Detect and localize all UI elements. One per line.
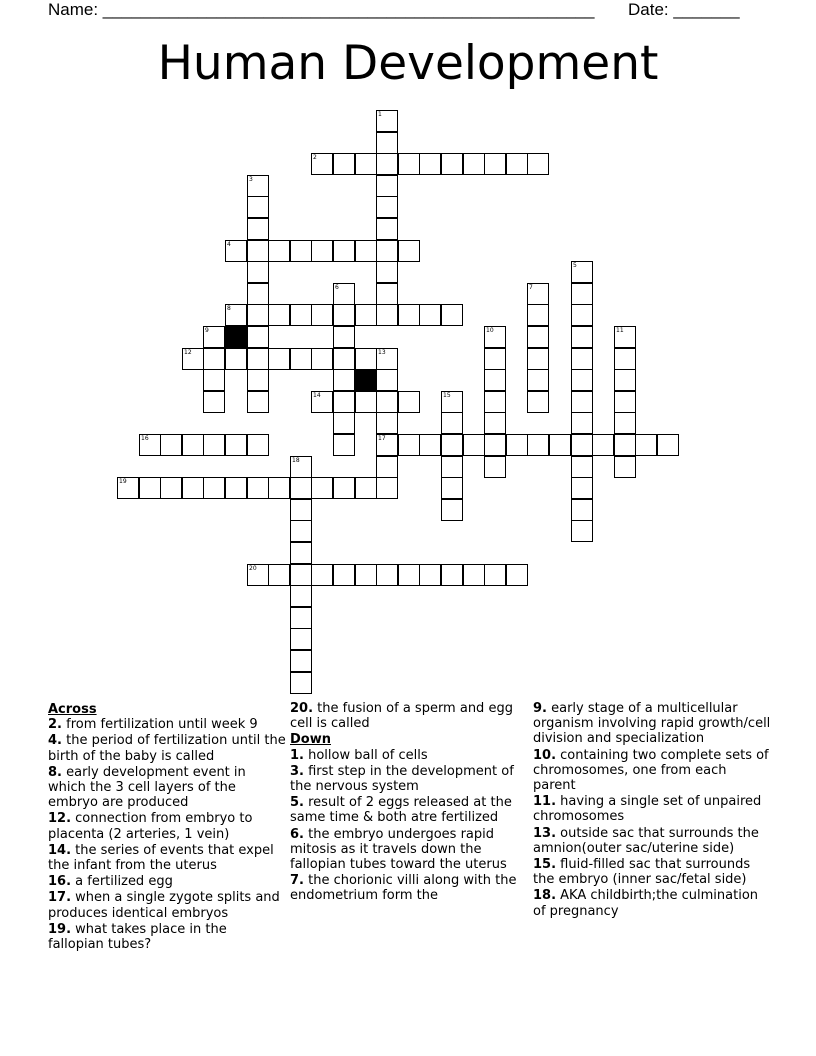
clue-item-number: 6. [290, 826, 304, 842]
grid-cell[interactable] [657, 434, 679, 456]
clue-item-text: outside sac that surrounds the amnion(outer sac/uterine side) [533, 825, 759, 856]
grid-cell[interactable] [614, 391, 636, 413]
grid-cell[interactable] [311, 391, 333, 413]
grid-cell[interactable] [527, 283, 549, 305]
grid-cell[interactable] [571, 412, 593, 434]
grid-cell[interactable] [571, 477, 593, 499]
grid-cell[interactable] [290, 348, 312, 370]
grid-cell[interactable] [463, 153, 485, 175]
grid-cell[interactable] [333, 283, 355, 305]
grid-cell[interactable] [333, 304, 355, 326]
clue-item-number: 12. [48, 811, 72, 827]
grid-cell[interactable] [333, 240, 355, 262]
grid-cell[interactable] [614, 434, 636, 456]
grid-cell[interactable] [441, 304, 463, 326]
grid-cell[interactable] [203, 477, 225, 499]
grid-cell[interactable] [117, 477, 139, 499]
grid-cell[interactable] [268, 348, 290, 370]
clue-item-text: connection from embryo to placenta (2 arteries, 1 vein) [48, 811, 253, 842]
grid-cell[interactable] [333, 434, 355, 456]
down-heading: Down [290, 732, 331, 748]
clue-number: 14 [313, 392, 321, 399]
clue-item-number: 7. [290, 873, 304, 889]
grid-cell[interactable] [571, 434, 593, 456]
page-title: Human Development [157, 36, 659, 91]
clue-item [533, 857, 771, 887]
grid-cell[interactable] [527, 434, 549, 456]
grid-cell[interactable] [355, 304, 377, 326]
grid-cell[interactable] [139, 434, 161, 456]
grid-cell[interactable] [247, 175, 269, 197]
grid-cell[interactable] [311, 348, 333, 370]
grid-cell[interactable] [571, 348, 593, 370]
clue-item [48, 733, 286, 763]
across-clue-list-continued [290, 701, 528, 731]
grid-cell[interactable] [571, 261, 593, 283]
clue-item [48, 922, 286, 952]
grid-cell[interactable] [333, 153, 355, 175]
grid-cell[interactable] [333, 369, 355, 391]
grid-cell[interactable] [247, 218, 269, 240]
grid-cell[interactable] [355, 153, 377, 175]
grid-cell[interactable] [290, 240, 312, 262]
grid-cell[interactable] [333, 391, 355, 413]
grid-cell[interactable] [571, 369, 593, 391]
grid-cell[interactable] [247, 304, 269, 326]
clue-item-text: the fusion of a sperm and egg cell is called [290, 701, 513, 732]
grid-cell[interactable] [355, 564, 377, 586]
grid-cell[interactable] [376, 175, 398, 197]
grid-cell[interactable] [376, 434, 398, 456]
name-field-label[interactable]: Name: ____________________________________________________ [48, 0, 595, 19]
clues-column-3 [533, 701, 771, 920]
grid-cell[interactable] [441, 456, 463, 478]
grid-cell[interactable] [571, 391, 593, 413]
grid-cell[interactable] [571, 304, 593, 326]
clue-number: 5 [573, 262, 577, 269]
grid-cell[interactable] [376, 477, 398, 499]
clue-item-number: 14. [48, 842, 72, 858]
clue-item-text: early development event in which the 3 cell layers of the embryo are produced [48, 764, 246, 811]
grid-block-cell [225, 326, 247, 348]
clue-number: 10 [486, 327, 494, 334]
grid-cell[interactable] [419, 564, 441, 586]
clue-item [48, 811, 286, 841]
grid-cell[interactable] [571, 283, 593, 305]
grid-cell[interactable] [333, 412, 355, 434]
clue-item-number: 13. [533, 825, 557, 841]
grid-cell[interactable] [484, 153, 506, 175]
clue-item-text: the chorionic villi along with the endometrium form the [290, 873, 517, 904]
grid-cell[interactable] [355, 477, 377, 499]
clue-number: 11 [616, 327, 624, 334]
grid-cell[interactable] [290, 650, 312, 672]
grid-cell[interactable] [333, 564, 355, 586]
grid-cell[interactable] [290, 564, 312, 586]
down-clue-list-continued [533, 701, 771, 919]
clue-item-number: 17. [48, 890, 72, 906]
grid-cell[interactable] [290, 628, 312, 650]
grid-cell[interactable] [614, 348, 636, 370]
clue-item [290, 873, 528, 903]
clue-item-number: 2. [48, 717, 62, 733]
grid-cell[interactable] [311, 153, 333, 175]
grid-cell[interactable] [247, 564, 269, 586]
grid-cell[interactable] [376, 153, 398, 175]
grid-cell[interactable] [268, 564, 290, 586]
clue-number: 1 [378, 111, 382, 118]
clue-item-text: the embryo undergoes rapid mitosis as it travels down the fallopian tubes toward the uterus [290, 826, 507, 873]
grid-cell[interactable] [268, 477, 290, 499]
grid-cell[interactable] [463, 564, 485, 586]
clue-item [290, 748, 528, 763]
clue-item-number: 15. [533, 857, 557, 873]
clue-item-text: having a single set of unpaired chromosomes [533, 794, 762, 825]
grid-cell[interactable] [592, 434, 614, 456]
clue-item-number: 18. [533, 888, 557, 904]
grid-cell[interactable] [182, 348, 204, 370]
clue-item-number: 19. [48, 921, 72, 937]
grid-cell[interactable] [376, 218, 398, 240]
grid-cell[interactable] [484, 564, 506, 586]
grid-cell[interactable] [225, 477, 247, 499]
clue-item-text: early stage of a multicellular organism involving rapid growth/cell division and specialization [533, 701, 771, 747]
grid-cell[interactable] [635, 434, 657, 456]
clue-item-text: from fertilization until week 9 [61, 717, 258, 733]
grid-cell[interactable] [203, 369, 225, 391]
clue-item [48, 717, 286, 732]
grid-cell[interactable] [247, 391, 269, 413]
grid-cell[interactable] [441, 499, 463, 521]
grid-cell[interactable] [571, 520, 593, 542]
grid-cell[interactable] [247, 326, 269, 348]
grid-cell[interactable] [247, 369, 269, 391]
grid-cell[interactable] [398, 240, 420, 262]
clue-item-number: 10. [533, 747, 557, 763]
clue-number: 6 [335, 284, 339, 291]
grid-cell[interactable] [527, 153, 549, 175]
grid-cell[interactable] [268, 304, 290, 326]
clue-item-text: hollow ball of cells [303, 747, 428, 763]
grid-cell[interactable] [441, 153, 463, 175]
clue-item [533, 794, 771, 824]
clue-number: 7 [529, 284, 533, 291]
grid-cell[interactable] [376, 369, 398, 391]
grid-cell[interactable] [268, 240, 290, 262]
clue-item-text: AKA childbirth;the culmination of pregnancy [533, 888, 759, 919]
clue-number: 12 [184, 349, 192, 356]
grid-cell[interactable] [398, 564, 420, 586]
grid-cell[interactable] [376, 391, 398, 413]
grid-cell[interactable] [203, 326, 225, 348]
grid-cell[interactable] [290, 477, 312, 499]
grid-cell[interactable] [247, 261, 269, 283]
clue-item [290, 764, 528, 794]
grid-cell[interactable] [290, 585, 312, 607]
clue-item-number: 1. [290, 747, 304, 763]
grid-cell[interactable] [463, 434, 485, 456]
clue-item-number: 11. [533, 794, 557, 810]
grid-cell[interactable] [333, 348, 355, 370]
clue-number: 2 [313, 154, 317, 161]
grid-cell[interactable] [614, 326, 636, 348]
grid-cell[interactable] [203, 434, 225, 456]
grid-cell[interactable] [484, 456, 506, 478]
clue-item-text: containing two complete sets of chromosomes, one from each parent [533, 747, 769, 794]
clue-item [290, 701, 528, 731]
grid-cell[interactable] [549, 434, 571, 456]
grid-cell[interactable] [247, 196, 269, 218]
clue-item [290, 795, 528, 825]
grid-cell[interactable] [419, 304, 441, 326]
grid-cell[interactable] [139, 477, 161, 499]
clue-number: 3 [249, 176, 253, 183]
clue-number: 20 [249, 565, 257, 572]
grid-cell[interactable] [225, 434, 247, 456]
grid-cell[interactable] [290, 499, 312, 521]
grid-cell[interactable] [484, 348, 506, 370]
grid-cell[interactable] [376, 132, 398, 154]
grid-cell[interactable] [527, 326, 549, 348]
grid-cell[interactable] [506, 153, 528, 175]
clue-item-text: fluid-filled sac that surrounds the embryo (inner sac/fetal side) [533, 857, 751, 888]
grid-cell[interactable] [290, 304, 312, 326]
grid-cell[interactable] [376, 110, 398, 132]
clue-number: 18 [292, 457, 300, 464]
grid-cell[interactable] [441, 564, 463, 586]
grid-block-cell [355, 369, 377, 391]
clue-item-number: 8. [48, 764, 62, 780]
grid-cell[interactable] [355, 391, 377, 413]
grid-cell[interactable] [441, 391, 463, 413]
clues-column-2 [290, 701, 528, 905]
clue-item [48, 890, 286, 920]
grid-cell[interactable] [355, 240, 377, 262]
grid-cell[interactable] [441, 477, 463, 499]
grid-cell[interactable] [376, 456, 398, 478]
grid-cell[interactable] [311, 477, 333, 499]
clue-item-text: the series of events that expel the infant from the uterus [48, 842, 274, 874]
grid-cell[interactable] [225, 348, 247, 370]
clue-number: 17 [378, 435, 386, 442]
grid-cell[interactable] [398, 304, 420, 326]
grid-cell[interactable] [484, 391, 506, 413]
grid-cell[interactable] [419, 434, 441, 456]
grid-cell[interactable] [614, 456, 636, 478]
grid-cell[interactable] [571, 499, 593, 521]
grid-cell[interactable] [247, 283, 269, 305]
grid-cell[interactable] [225, 304, 247, 326]
grid-cell[interactable] [160, 434, 182, 456]
grid-cell[interactable] [225, 240, 247, 262]
grid-cell[interactable] [355, 348, 377, 370]
date-field-label[interactable]: Date: _______ [628, 0, 740, 19]
clue-number: 19 [119, 478, 127, 485]
grid-cell[interactable] [182, 434, 204, 456]
grid-cell[interactable] [527, 391, 549, 413]
clue-item [533, 888, 771, 918]
across-heading: Across [48, 702, 97, 717]
clue-item-text: result of 2 eggs released at the same time & both atre fertilized [290, 795, 512, 826]
grid-cell[interactable] [571, 456, 593, 478]
clue-number: 13 [378, 349, 386, 356]
clue-number: 4 [227, 241, 231, 248]
clue-item-number: 5. [290, 795, 304, 811]
grid-cell[interactable] [484, 326, 506, 348]
grid-cell[interactable] [290, 520, 312, 542]
grid-cell[interactable] [441, 412, 463, 434]
grid-cell[interactable] [398, 434, 420, 456]
grid-cell[interactable] [484, 369, 506, 391]
grid-cell[interactable] [614, 412, 636, 434]
grid-cell[interactable] [333, 477, 355, 499]
clue-item-text: first step in the development of the nervous system [290, 763, 514, 795]
grid-cell[interactable] [247, 348, 269, 370]
grid-cell[interactable] [376, 261, 398, 283]
clue-item-text: the period of fertilization until the birth of the baby is called [48, 733, 286, 764]
grid-cell[interactable] [376, 348, 398, 370]
grid-cell[interactable] [614, 369, 636, 391]
clue-item-text: what takes place in the fallopian tubes? [48, 921, 227, 953]
clue-item [533, 826, 771, 856]
clue-item [290, 827, 528, 873]
down-clue-list [290, 748, 528, 904]
clue-item-text: when a single zygote splits and produces identical embryos [48, 890, 280, 921]
grid-cell[interactable] [290, 607, 312, 629]
clue-item-text: a fertilized egg [71, 874, 173, 890]
clue-number: 9 [205, 327, 209, 334]
grid-cell[interactable] [203, 348, 225, 370]
clue-number: 16 [141, 435, 149, 442]
grid-cell[interactable] [333, 326, 355, 348]
grid-cell[interactable] [376, 196, 398, 218]
grid-cell[interactable] [506, 434, 528, 456]
clue-item [533, 701, 771, 747]
clue-item [48, 843, 286, 873]
grid-cell[interactable] [398, 391, 420, 413]
grid-cell[interactable] [290, 456, 312, 478]
clue-item-number: 20. [290, 701, 314, 716]
grid-cell[interactable] [290, 542, 312, 564]
grid-cell[interactable] [419, 153, 441, 175]
grid-cell[interactable] [527, 304, 549, 326]
grid-cell[interactable] [290, 672, 312, 694]
grid-cell[interactable] [247, 477, 269, 499]
grid-cell[interactable] [247, 240, 269, 262]
clue-item-number: 4. [48, 733, 62, 749]
clue-number: 15 [443, 392, 451, 399]
grid-cell[interactable] [398, 153, 420, 175]
across-clue-list [48, 717, 286, 952]
grid-cell[interactable] [376, 564, 398, 586]
clue-item-number: 9. [533, 701, 547, 716]
grid-cell[interactable] [441, 434, 463, 456]
clue-item [48, 765, 286, 811]
grid-cell[interactable] [160, 477, 182, 499]
grid-cell[interactable] [506, 564, 528, 586]
grid-cell[interactable] [484, 434, 506, 456]
grid-cell[interactable] [527, 348, 549, 370]
grid-cell[interactable] [376, 304, 398, 326]
grid-cell[interactable] [527, 369, 549, 391]
grid-cell[interactable] [182, 477, 204, 499]
grid-cell[interactable] [311, 304, 333, 326]
clue-item [48, 874, 286, 889]
clue-item-number: 3. [290, 763, 304, 779]
grid-cell[interactable] [484, 412, 506, 434]
grid-cell[interactable] [571, 326, 593, 348]
grid-cell[interactable] [376, 412, 398, 434]
grid-cell[interactable] [376, 283, 398, 305]
grid-cell[interactable] [376, 240, 398, 262]
clue-item [533, 748, 771, 794]
grid-cell[interactable] [203, 391, 225, 413]
grid-cell[interactable] [311, 240, 333, 262]
clue-item-number: 16. [48, 874, 72, 890]
clue-number: 8 [227, 305, 231, 312]
clues-column-1 [48, 701, 286, 953]
grid-cell[interactable] [247, 434, 269, 456]
grid-cell[interactable] [311, 564, 333, 586]
